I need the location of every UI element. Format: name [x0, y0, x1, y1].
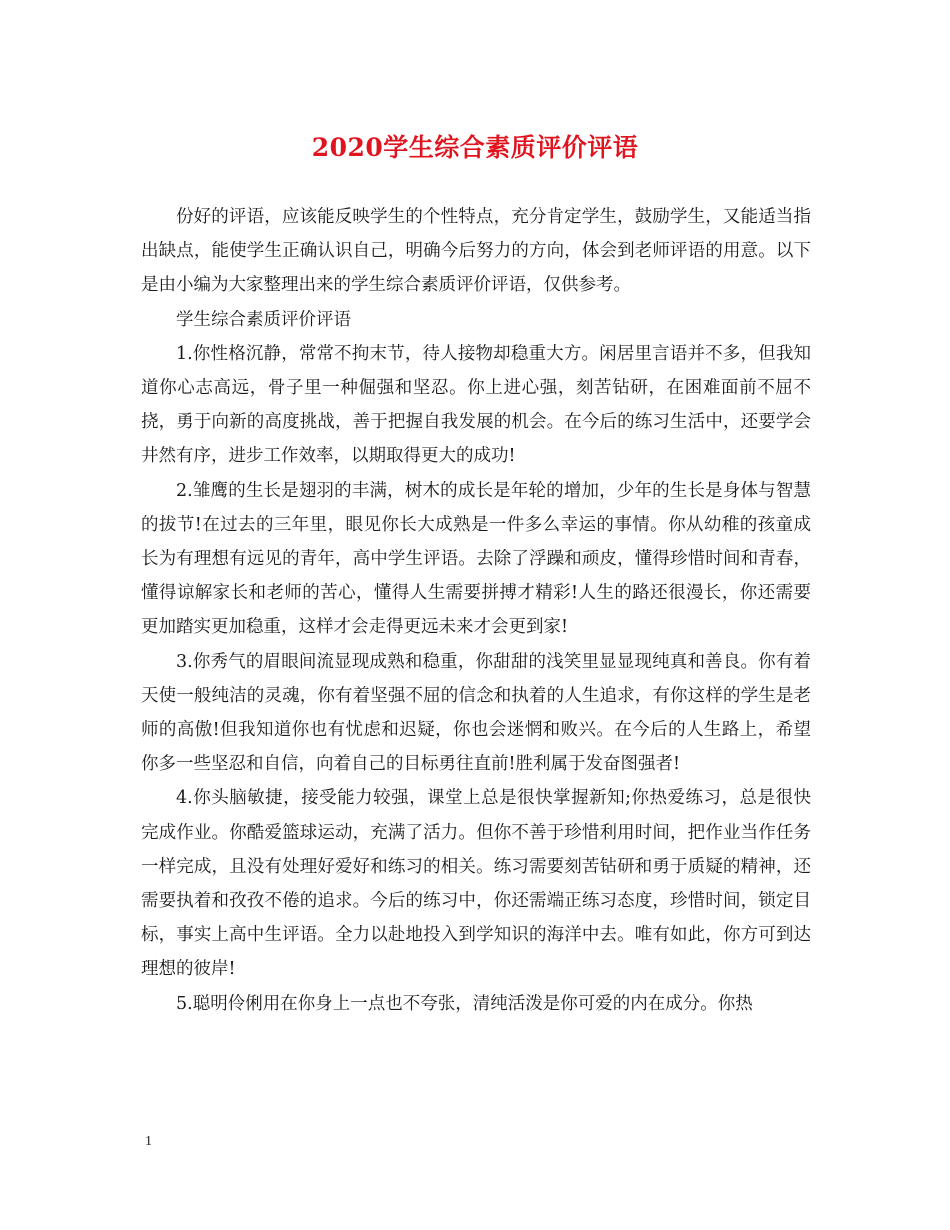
- comment-paragraph-5: 5.聪明伶俐用在你身上一点也不夸张，清纯活泼是你可爱的内在成分。你热: [176, 993, 753, 1014]
- comment-paragraph-3: 3.你秀气的眉眼间流显现成熟和稳重，你甜甜的浅笑里显显现纯真和善良。你有着天使一般纯洁的灵魂，你有着坚强不屈的信念和执着的人生追求，有你这样的学生是老师的高傲!但我知道你也有忧虑和迟疑，你也会迷惘和败兴。在今后的人生路上，希望你多一些坚忍和自信，向着自己的目标勇往直前!胜利属于发奋图强者!: [141, 651, 811, 775]
- comment-paragraph-4: 4.你头脑敏捷，接受能力较强，课堂上总是很快掌握新知;你热爱练习，总是很快完成作业。你酷爱篮球运动，充满了活力。但你不善于珍惜利用时间，把作业当作任务一样完成，且没有处理好爱好和练习的相关。练习需要刻苦钻研和勇于质疑的精神，还需要执着和孜孜不倦的追求。今后的练习中，你还需端正练习态度，珍惜时间，锁定目标，事实上高中生评语。全力以赴地投入到学知识的海洋中去。唯有如此，你方可到达理想的彼岸!: [141, 788, 811, 980]
- document-title: 2020学生综合素质评价评语: [311, 133, 639, 162]
- document-body: [141, 200, 811, 1021]
- comment-paragraph-1: 1.你性格沉静，常常不拘末节，待人接物却稳重大方。闲居里言语并不多，但我知道你心志高远，骨子里一种倔强和坚忍。你上进心强，刻苦钻研，在困难面前不屈不挠，勇于向新的高度挑战，善于把握自我发展的机会。在今后的练习生活中，还要学会井然有序，进步工作效率，以期取得更大的成功!: [141, 343, 811, 467]
- section-heading: 学生综合素质评价评语: [176, 309, 351, 330]
- comment-paragraph-2: 2.雏鹰的生长是翅羽的丰满，树木的成长是年轮的增加，少年的生长是身体与智慧的拔节!在过去的三年里，眼见你长大成熟是一件多么幸运的事情。你从幼稚的孩童成长为有理想有远见的青年，高中学生评语。去除了浮躁和顽皮，懂得珍惜时间和青春，懂得谅解家长和老师的苦心，懂得人生需要拼搏才精彩!人生的路还很漫长，你还需要更加踏实更加稳重，这样才会走得更远未来才会更到家!: [141, 480, 811, 638]
- intro-paragraph: 份好的评语，应该能反映学生的个性特点，充分肯定学生，鼓励学生，又能适当指出缺点，能使学生正确认识自己，明确今后努力的方向，体会到老师评语的用意。以下是由小编为大家整理出来的学生综合素质评价评语，仅供参考。: [141, 207, 811, 296]
- page-number: 1: [145, 1134, 152, 1149]
